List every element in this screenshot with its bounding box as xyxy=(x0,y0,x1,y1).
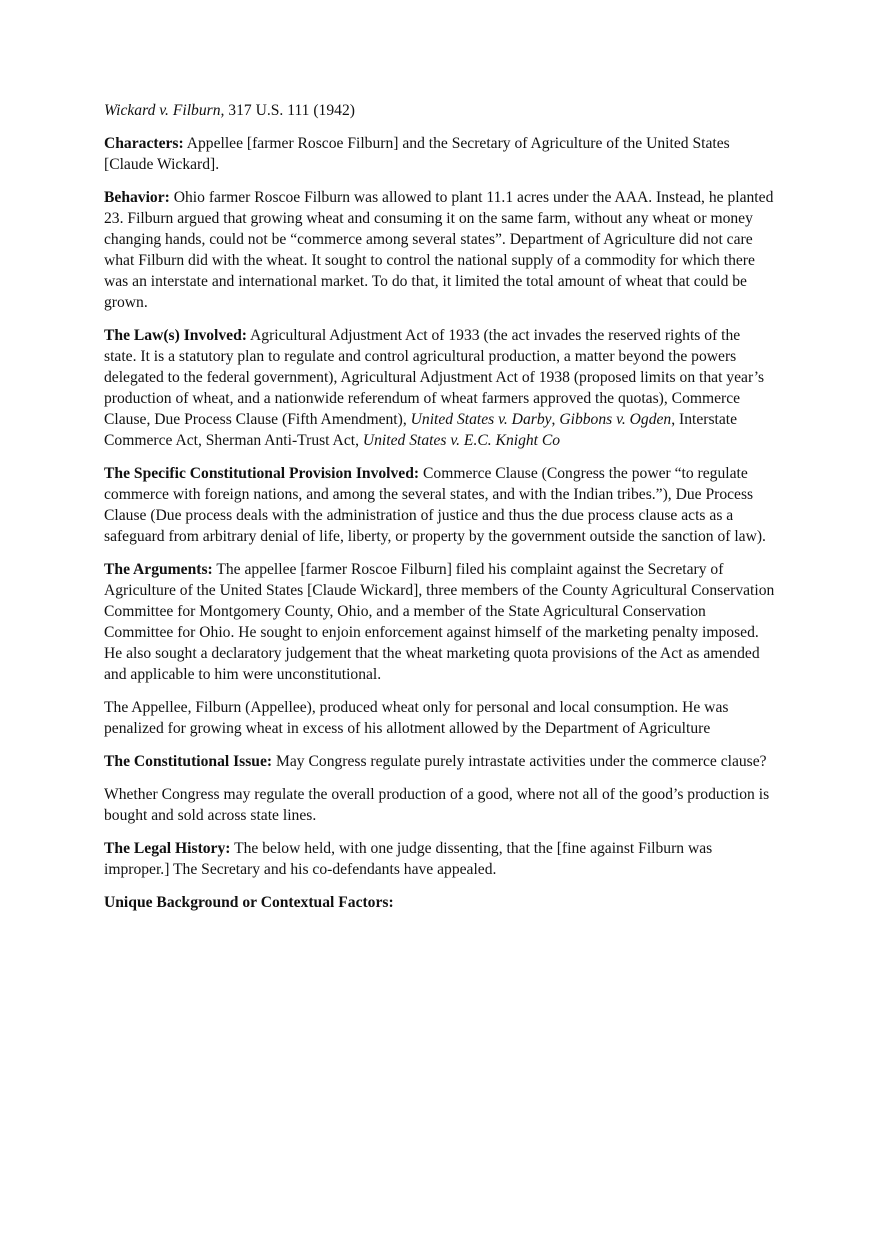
laws-separator: , xyxy=(551,411,560,428)
provision-paragraph xyxy=(104,463,776,547)
issue-text: May Congress regulate purely intrastate activities under the commerce clause? xyxy=(272,753,767,770)
arguments-label: The Arguments: xyxy=(104,561,213,578)
characters-paragraph xyxy=(104,133,776,175)
case-reporter: 317 U.S. 111 (1942) xyxy=(224,102,355,119)
arguments-text-2: The Appellee, Filburn (Appellee), produced wheat only for personal and local consumption. He was penalized for growing wheat in excess of his allotment allowed by the Department of Agriculture xyxy=(104,699,729,737)
history-label: The Legal History: xyxy=(104,840,231,857)
characters-text: Appellee [farmer Roscoe Filburn] and the Secretary of Agriculture of the United States [Claude Wickard]. xyxy=(104,135,730,173)
background-label: Unique Background or Contextual Factors: xyxy=(104,894,394,911)
behavior-label: Behavior: xyxy=(104,189,170,206)
case-reference: United States v. E.C. Knight Co xyxy=(362,432,561,449)
issue-text-2: Whether Congress may regulate the overall production of a good, where not all of the good’s production is bought and sold across state lines. xyxy=(104,786,770,824)
arguments-paragraph-2 xyxy=(104,697,776,739)
provision-label: The Specific Constitutional Provision Involved: xyxy=(104,465,420,482)
laws-paragraph xyxy=(104,325,776,451)
background-paragraph xyxy=(104,892,776,913)
arguments-paragraph xyxy=(104,559,776,685)
behavior-text: Ohio farmer Roscoe Filburn was allowed to plant 11.1 acres under the AAA. Instead, he planted 23. Filburn argued that growing wheat and consuming it on the same farm, without any wheat or money changing hands, could not be “commerce among several states”. Department of Agriculture did not care what Filburn did with the wheat. It sought to control the national supply of a commodity for which there was an interstate and international market. To do that, it limited the total amount of wheat that could be grown. xyxy=(104,189,774,311)
arguments-text: The appellee [farmer Roscoe Filburn] filed his complaint against the Secretary of Agriculture of the United States [Claude Wickard], three members of the County Agricultural Conservation Committee for Montgomery County, Ohio, and a member of the State Agricultural Conservation Committee for Ohio. He sought to enjoin enforcement against himself of the marketing penalty imposed. He also sought a declaratory judgement that the wheat marketing quota provisions of the Act as amended and applicable to him were unconstitutional. xyxy=(104,561,775,683)
provision-text: Commerce Clause (Congress the power “to regulate commerce with foreign nations, and among the several states, and with the Indian tribes.”), Due Process Clause (Due process deals with the administration of justice and thus the due process clause acts as a safeguard from arbitrary denial of life, liberty, or property by the government outside the sanction of law). xyxy=(104,465,766,545)
issue-paragraph xyxy=(104,751,776,772)
issue-label: The Constitutional Issue: xyxy=(104,753,273,770)
laws-label: The Law(s) Involved: xyxy=(104,327,247,344)
laws-text-continued: , Interstate Commerce Act, Sherman Anti-Trust Act, xyxy=(104,411,738,449)
characters-label: Characters: xyxy=(104,135,184,152)
case-reference: United States v. Darby xyxy=(410,411,552,428)
document-page xyxy=(104,100,776,925)
case-name: Wickard v. Filburn, xyxy=(104,102,225,119)
behavior-paragraph xyxy=(104,187,776,313)
case-reference: Gibbons v. Ogden xyxy=(559,411,672,428)
laws-text: Agricultural Adjustment Act of 1933 (the act invades the reserved rights of the state. It is a statutory plan to regulate and control agricultural production, a matter beyond the powers delegated to the federal government), Agricultural Adjustment Act of 1938 (proposed limits on that year’s production of wheat, and a nationwide referendum of wheat farmers approved the quotas), Commerce Clause, Due Process Clause (Fifth Amendment), xyxy=(104,327,765,428)
history-text: The below held, with one judge dissenting, that the [fine against Filburn was improper.] The Secretary and his co-defendants have appealed. xyxy=(104,840,713,878)
case-citation xyxy=(104,100,776,121)
issue-paragraph-2 xyxy=(104,784,776,826)
history-paragraph xyxy=(104,838,776,880)
